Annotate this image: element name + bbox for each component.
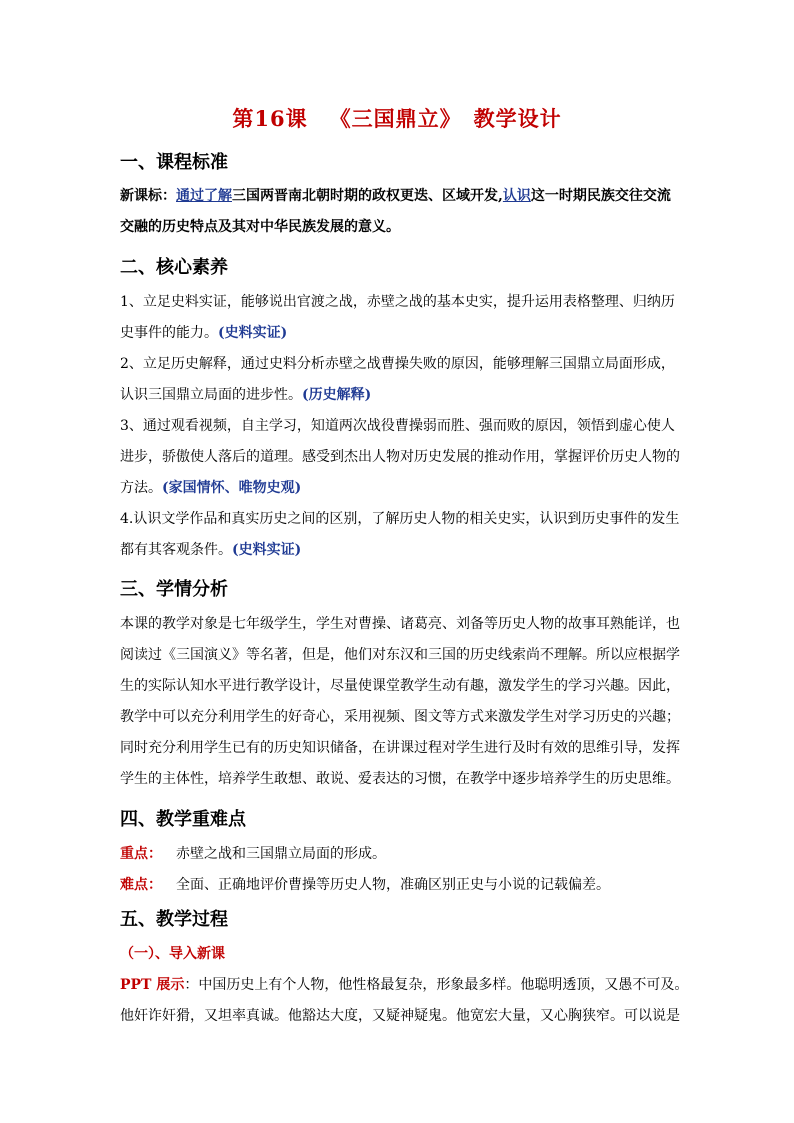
analysis-line: 教学中可以充分利用学生的好奇心，采用视频、图文等方式来激发学生对学习历史的兴趣； [120,709,680,725]
literacy-item2-line2: 认识三国鼎立局面的进步性。(历史解释) [120,387,372,403]
literacy-item1-line1: 1、立足史料实证，能够说出官渡之战，赤壁之战的基本史实，提升运用表格整理、归纳历 [120,294,675,310]
lesson-topic: 《三国鼎立》 [329,106,462,131]
standard-line-1 [120,185,671,205]
section-heading-key-points: 四、教学重难点 [120,809,246,830]
literacy-item3-line3: 方法。(家国情怀、唯物史观) [120,480,302,496]
section-heading-teaching-process: 五、教学过程 [120,909,228,930]
standard-label: 新课标： [120,188,176,204]
difficulty-label: 难点： [120,877,162,893]
literacy-tag: (史料实证) [218,325,288,341]
analysis-line: 阅读过《三国演义》等名著，但是，他们对东汉和三国的历史线索尚不理解。所以应根据学 [120,647,680,663]
difficulty-text: 全面、正确地评价曹操等历史人物，准确区别正史与小说的记载偏差。 [176,877,610,893]
section-heading-course-standard: 一、课程标准 [120,152,228,173]
subsection-intro: （一）、导入新课 [120,946,225,962]
analysis-line: 本课的教学对象是七年级学生，学生对曹操、诸葛亮、刘备等历史人物的故事耳熟能详，也 [120,616,680,632]
standard-line-2: 交融的历史特点及其对中华民族发展的意义。 [120,219,400,235]
standard-text-2: 这一时期民族交往交流 [530,188,671,204]
analysis-line: 生的实际认知水平进行教学设计，尽量使课堂教学生动有趣，激发学生的学习兴趣。因此， [120,678,680,694]
ppt-line-1 [120,974,688,994]
lesson-number: 第16课 [232,106,308,131]
literacy-item3-line1: 3、通过观看视频，自主学习，知道两次战役曹操弱而胜、强而败的原因，领悟到虚心使人 [120,418,675,434]
ppt-line-2: 他奸诈奸猾，又坦率真诚。他豁达大度，又疑神疑鬼。他宽宏大量，又心胸狭窄。可以说是 [120,1008,680,1024]
analysis-line: 同时充分利用学生已有的历史知识储备，在讲课过程对学生进行及时有效的思维引导，发挥 [120,740,680,756]
literacy-item1-line2: 史事件的能力。(史料实证) [120,325,288,341]
ppt-text-1: ：中国历史上有个人物，他性格最复杂，形象最多样。他聪明透顶，又愚不可及。 [184,977,689,993]
literacy-item4-line2: 都有其客观条件。(史料实证) [120,542,302,558]
literacy-item2-line1: 2、立足历史解释，通过史料分析赤壁之战曹操失败的原因，能够理解三国鼎立局面形成， [120,356,675,372]
key-point-text: 赤壁之战和三国鼎立局面的形成。 [176,846,386,862]
standard-verb-2: 认识 [502,188,531,204]
standard-text-1: 三国两晋南北朝时期的政权更迭、区域开发, [232,188,503,204]
ppt-label: PPT 展示 [120,977,185,993]
lesson-design: 教学设计 [473,106,562,131]
literacy-item4-line1: 4.认识文学作品和真实历史之间的区别，了解历史人物的相关史实，认识到历史事件的发生 [120,511,680,527]
section-heading-core-literacy: 二、核心素养 [120,257,228,278]
difficulty-line [120,874,610,894]
standard-verb-1: 通过了解 [176,188,232,204]
literacy-tag: (家国情怀、唯物史观) [162,480,302,496]
literacy-tag: (历史解释) [302,387,372,403]
page-title [0,103,794,133]
key-point-line [120,843,386,863]
literacy-tag: (史料实证) [232,542,302,558]
literacy-item3-line2: 进步，骄傲使人落后的道理。感受到杰出人物对历史发展的推动作用，掌握评价历史人物的 [120,449,680,465]
key-point-label: 重点： [120,846,162,862]
section-heading-learner-analysis: 三、学情分析 [120,579,228,600]
analysis-line: 学生的主体性，培养学生敢想、敢说、爱表达的习惯，在教学中逐步培养学生的历史思维。 [120,771,680,787]
